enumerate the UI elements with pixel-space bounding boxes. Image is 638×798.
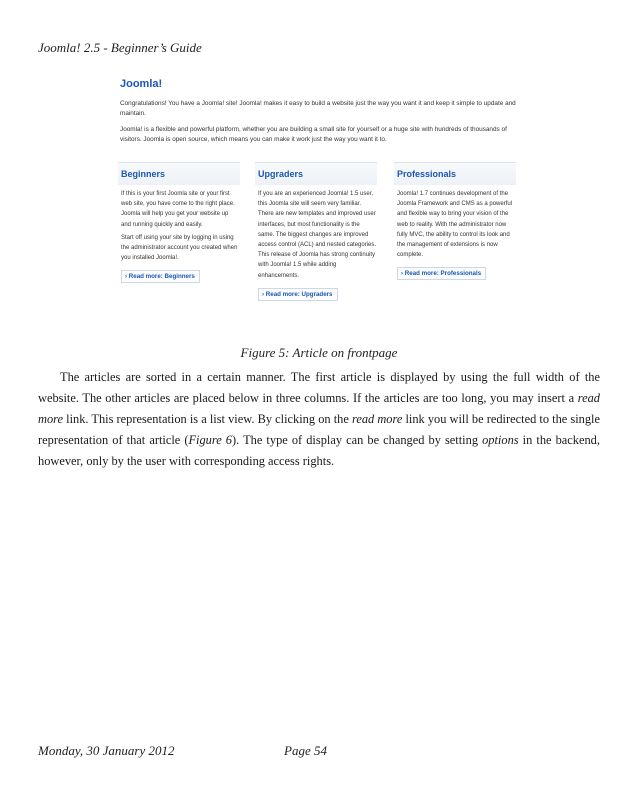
body-text-4: ). The type of display can be changed by setting — [232, 433, 483, 447]
intro-paragraph-2: Joomla! is a flexible and powerful platform, whether you are building a small site for yourself or a huge site with hundreds of thousands of visitors. Joomla is open source, which means you can make it work just the way you want it to. — [120, 126, 507, 143]
column-paragraph: Start off using your site by logging in using the administrator account you created when you installed Joomla!. — [121, 234, 238, 262]
body-text-1: The articles are sorted in a certain manner. The first article is displayed by using the full width of the website. The other articles are placed below in three columns. If the articles are too long, you may insert a — [38, 370, 600, 405]
chevron-right-icon: › — [262, 290, 265, 298]
emphasis-read-more: read more — [351, 412, 403, 426]
read-more-link[interactable] — [397, 267, 486, 280]
frontpage-screenshot — [118, 72, 518, 322]
intro-paragraph-1: Congratulations! You have a Joomla! site! Joomla! makes it easy to build a website just the way you want it and keep it simple to update and maintain. — [120, 100, 516, 117]
column-heading[interactable]: Beginners — [118, 162, 240, 185]
column-paragraph: If you are an experienced Joomla! 1.5 user, this Joomla site will seem very familiar. There are new templates and improved user interfaces, but most functionality is the same. The biggest changes are improved access control (ACL) and nested categories. This release of Joomla has strong continuity with Joomla! 1.5 while adding enhancements. — [258, 191, 377, 279]
read-more-link[interactable] — [258, 288, 338, 301]
site-title[interactable]: Joomla! — [120, 78, 163, 90]
chevron-right-icon: › — [125, 273, 128, 281]
running-header: Joomla! 2.5 - Beginner’s Guide — [38, 40, 202, 55]
column-professionals — [394, 162, 516, 280]
body-text-3: link you will be redirected to the single representation of that article ( — [38, 412, 600, 447]
emphasis-read-more: read more — [38, 391, 600, 426]
column-beginners — [118, 162, 240, 283]
column-upgraders — [255, 162, 377, 301]
body-text-5: in the backend, however, only by the user with corresponding access rights. — [38, 433, 600, 468]
column-heading[interactable]: Professionals — [394, 162, 516, 185]
column-heading[interactable]: Upgraders — [255, 162, 377, 185]
column-text — [255, 189, 377, 281]
figure-caption: Figure 5: Article on frontpage — [240, 345, 398, 360]
chevron-right-icon: › — [401, 270, 404, 278]
column-text — [118, 189, 240, 263]
column-paragraph: If this is your first Joomla site or your first web site, you have come to the right place. Joomla will help you get your website up and running quickly and easily. — [121, 191, 235, 228]
emphasis-options: options — [482, 433, 519, 447]
footer-date: Monday, 30 January 2012 — [38, 743, 175, 758]
body-paragraph — [38, 367, 600, 472]
read-more-label: Read more: Upgraders — [265, 290, 333, 298]
column-text — [394, 189, 516, 260]
page-number: Page 54 — [284, 743, 327, 758]
read-more-link[interactable] — [121, 270, 200, 283]
read-more-label: Read more: Professionals — [404, 270, 482, 278]
figure-reference: Figure 6 — [188, 433, 233, 447]
read-more-label: Read more: Beginners — [128, 273, 195, 281]
body-text-2: link. This representation is a list view. By clicking on the — [63, 412, 352, 426]
column-paragraph: Joomla! 1.7 continues development of the Joomla Framework and CMS as a powerful and flexible way to bring your vision of the web to reality. With the administrator now fully MVC, the ability to control its look and the management of extensions is now complete. — [397, 191, 513, 259]
